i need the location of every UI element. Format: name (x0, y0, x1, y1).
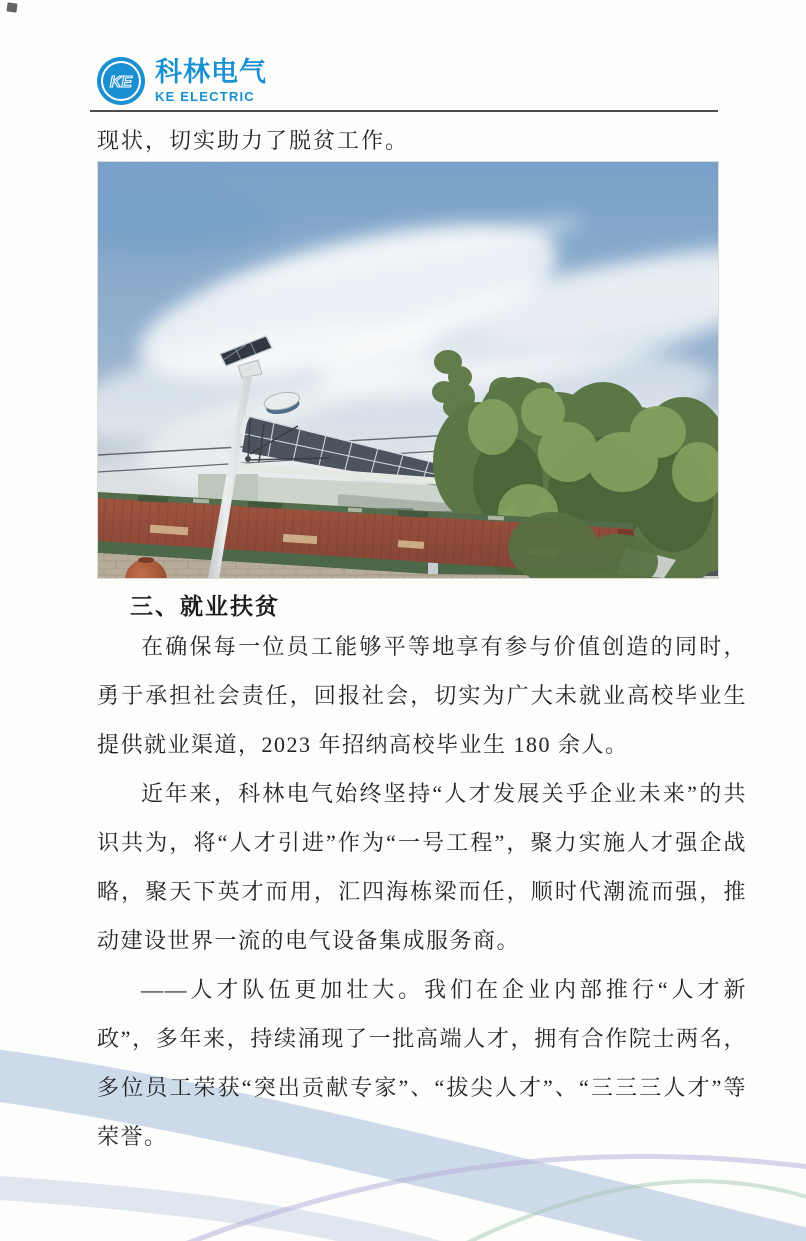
photo-illustration (98, 162, 718, 578)
paragraph-talent-strategy: 近年来，科林电气始终坚持“人才发展关乎企业未来”的共识共为，将“人才引进”作为“一号工程”，聚力实施人才强企战略，聚天下英才而用，汇四海栋梁而任，顺时代潮流而强，推动建设世界一流的电气设备集成服务商。 (97, 781, 747, 953)
body-text (97, 622, 747, 1161)
header-divider (90, 110, 718, 112)
section-heading: 三、就业扶贫 (130, 593, 280, 619)
brand-name-cn: 科林电气 (155, 57, 267, 87)
brand-name-en: KE ELECTRIC (155, 89, 255, 104)
paragraph-employment: 在确保每一位员工能够平等地享有参与价值创造的同时，勇于承担社会责任，回报社会，切实为广大未就业高校毕业生提供就业渠道，2023 年招纳高校毕业生 180 余人。 (97, 634, 747, 757)
company-logo (96, 56, 267, 106)
photo-solar-installation (98, 162, 718, 578)
ke-logo-icon (96, 56, 146, 106)
scan-corner-mark (6, 2, 17, 12)
paragraph-talent-team: ——人才队伍更加壮大。我们在企业内部推行“人才新政”，多年来，持续涌现了一批高端人才，拥有合作院士两名，多位员工荣获“突出贡献专家”、“拔尖人才”、“三三三人才”等荣誉。 (97, 977, 747, 1149)
intro-sentence: 现状，切实助力了脱贫工作。 (97, 128, 410, 153)
logo-monogram: KE (109, 74, 133, 91)
